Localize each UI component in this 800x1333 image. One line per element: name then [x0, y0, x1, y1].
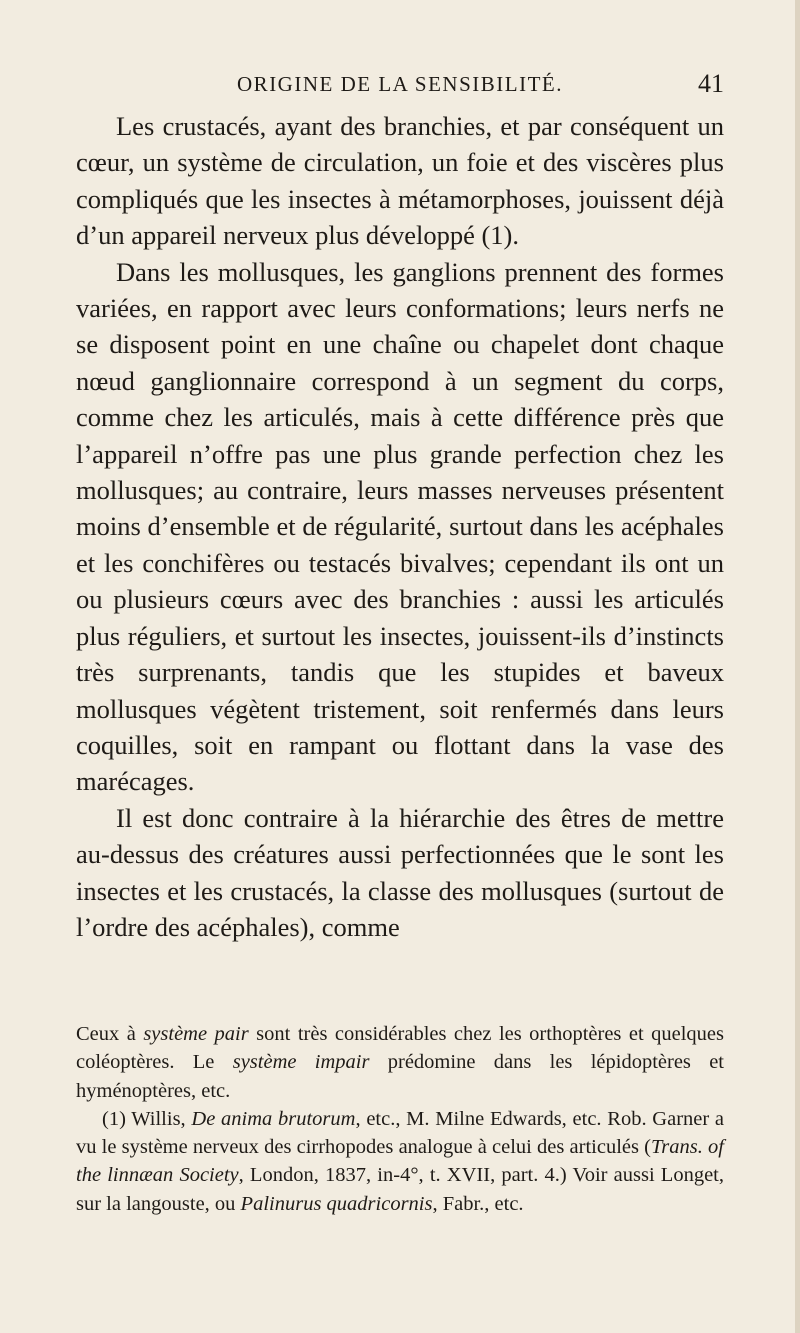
- footnote-italic: Trans. of the linnæan Society: [76, 1136, 724, 1187]
- footnote-continued: [76, 1020, 724, 1105]
- body-text: [76, 108, 724, 945]
- footnote-italic: système impair: [232, 1051, 370, 1074]
- page-number: 41: [698, 69, 724, 98]
- paragraph-mollusques: Dans les mollusques, les ganglions prennent des formes variées, en rapport avec leurs conformations; leurs nerfs ne se disposent point en une chaîne ou chapelet dont chaque nœud ganglionnaire correspond à un segment du corps, comme chez les articulés, mais à cette différence près que l’appareil n’offre pas une plus grande perfection chez les mollusques; au contraire, leurs masses nerveuses présentent moins d’ensemble et de régularité, surtout dans les acéphales et les conchifères ou testacés bivalves; cependant ils ont un ou plusieurs cœurs avec des branchies : aussi les articulés plus réguliers, et surtout les insectes, jouissent-ils d’instincts très surprenants, tandis que les stupides et baveux mollusques végètent tristement, soit renfermés dans leurs coquilles, soit en rampant ou flottant dans la vase des marécages.: [76, 256, 724, 797]
- footnote-text: sont très considérables chez les orthoptères et quelques coléoptères. Le: [76, 1023, 725, 1074]
- footnote-text: Ceux à: [76, 1023, 144, 1045]
- footnote-italic: système pair: [143, 1023, 249, 1045]
- running-head: [76, 69, 724, 99]
- footnote-text: (1) Willis,: [102, 1107, 192, 1130]
- footnote-text: , Fabr., etc.: [432, 1192, 524, 1215]
- footnotes: [76, 1020, 724, 1218]
- footnote-italic: De anima brutorum: [191, 1107, 356, 1130]
- footnote-italic: Palinurus quadricornis: [240, 1192, 433, 1215]
- footnote-text: , London, 1837, in-4°, t. XVII, part. 4.) Voir aussi Longet, sur la langouste, ou: [76, 1164, 724, 1215]
- paragraph-crustaces: Les crustacés, ayant des branchies, et par conséquent un cœur, un système de circulation, un foie et des viscères plus compliqués que les insectes à métamorphoses, jouissent déjà d’un appareil nerveux plus développé (1).: [76, 111, 724, 251]
- page-edge-shadow: [795, 0, 800, 1333]
- footnote-text: , etc., M. Milne Edwards, etc. Rob. Garner a vu le système nerveux des cirrhopodes analogue à celui des articulés (: [76, 1107, 725, 1159]
- paragraph-hierarchie: Il est donc contraire à la hiérarchie des êtres de mettre au-dessus des créatures aussi perfectionnées que le sont les insectes et les crustacés, la classe des mollusques (surtout de l’ordre des acéphales), comme: [76, 802, 724, 942]
- footnote-text: prédomine dans les lépidoptères et hyménoptères, etc.: [76, 1051, 724, 1102]
- footnote-1: [76, 1105, 724, 1218]
- running-title: ORIGINE DE LA SENSIBILITÉ.: [237, 72, 563, 96]
